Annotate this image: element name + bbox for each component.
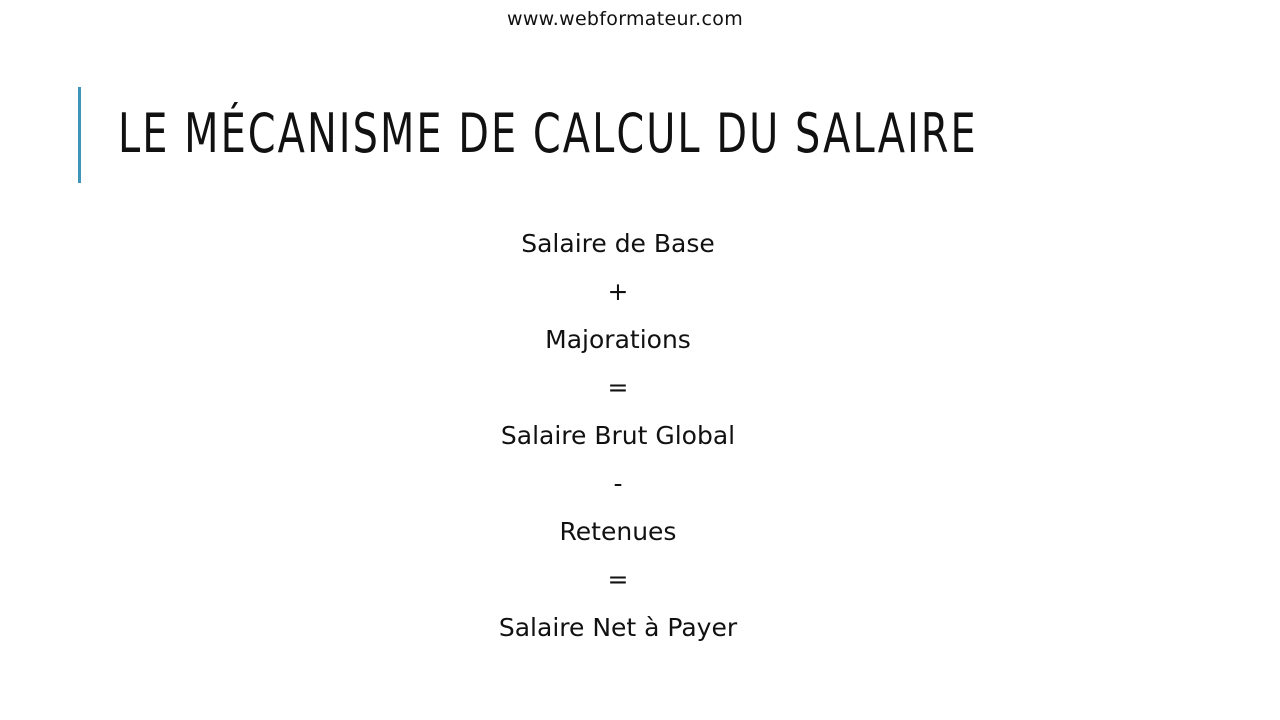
site-url: www.webformateur.com (506, 8, 743, 30)
formula-operator-equals-2: = (607, 565, 629, 594)
formula-line-increases: Majorations (545, 325, 691, 354)
salary-formula (418, 222, 818, 654)
formula-line-base-salary: Salaire de Base (521, 229, 715, 258)
formula-line-net-salary: Salaire Net à Payer (498, 613, 738, 642)
formula-operator-minus: - (613, 469, 623, 498)
title-accent-bar (78, 87, 81, 183)
formula-operator-equals: = (607, 373, 629, 402)
formula-line-deductions: Retenues (559, 517, 677, 546)
formula-operator-plus: + (607, 277, 629, 306)
formula-line-gross-salary: Salaire Brut Global (500, 421, 736, 450)
slide-title: LE MÉCANISME DE CALCUL DU SALAIRE (118, 102, 978, 165)
